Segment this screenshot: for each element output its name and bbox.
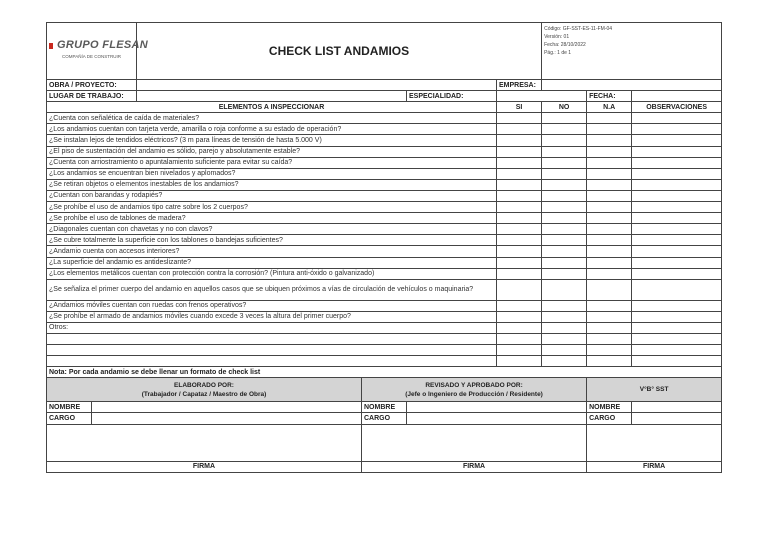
question-row xyxy=(47,268,722,279)
si-cell[interactable] xyxy=(497,345,542,356)
vb-sst-header: V°B° SST xyxy=(587,378,722,402)
obs-cell[interactable] xyxy=(632,300,722,311)
signature-area-2[interactable] xyxy=(362,424,587,461)
question-text: ¿Diagonales cuentan con chavetas y no con clavos? xyxy=(47,224,497,235)
question-text: ¿La superficie del andamio es antideslizante? xyxy=(47,257,497,268)
na-cell[interactable] xyxy=(587,333,632,344)
question-row xyxy=(47,168,722,179)
no-cell[interactable] xyxy=(542,322,587,333)
si-cell[interactable] xyxy=(497,356,542,367)
elaborado-title: ELABORADO POR: xyxy=(174,381,234,389)
obs-cell[interactable] xyxy=(632,333,722,344)
blank-row[interactable] xyxy=(47,356,497,367)
obs-cell[interactable] xyxy=(632,224,722,235)
si-cell[interactable] xyxy=(497,168,542,179)
obs-cell[interactable] xyxy=(632,168,722,179)
obra-field[interactable] xyxy=(137,80,497,91)
obs-cell[interactable] xyxy=(632,356,722,367)
elaborado-subtitle: (Trabajador / Capataz / Maestro de Obra) xyxy=(141,390,267,398)
na-cell[interactable] xyxy=(587,268,632,279)
nombre-field-2[interactable] xyxy=(407,402,587,413)
question-text: ¿Cuentan con barandas y rodapiés? xyxy=(47,190,497,201)
firma-label-2: FIRMA xyxy=(362,461,587,472)
no-cell[interactable] xyxy=(542,157,587,168)
revisado-title: REVISADO Y APROBADO POR: xyxy=(425,381,523,389)
obs-cell[interactable] xyxy=(632,179,722,190)
obra-label: OBRA / PROYECTO: xyxy=(47,80,137,91)
question-row xyxy=(47,179,722,190)
obs-cell[interactable] xyxy=(632,279,722,300)
no-cell[interactable] xyxy=(542,257,587,268)
question-list xyxy=(47,113,722,334)
na-cell[interactable] xyxy=(587,168,632,179)
question-text: ¿Se señaliza el primer cuerpo del andamio en aquellos casos que se ubiquen próximos a vías de circulación de vehículos o maquinaria? xyxy=(47,279,497,300)
question-row xyxy=(47,322,722,333)
na-cell[interactable] xyxy=(587,157,632,168)
no-cell[interactable] xyxy=(542,146,587,157)
no-cell[interactable] xyxy=(542,224,587,235)
na-cell[interactable] xyxy=(587,224,632,235)
elaborado-header xyxy=(47,378,362,402)
no-cell[interactable] xyxy=(542,356,587,367)
si-cell[interactable] xyxy=(497,202,542,213)
nombre-label-2: NOMBRE xyxy=(362,402,407,413)
checklist-form xyxy=(46,22,722,473)
no-cell[interactable] xyxy=(542,113,587,124)
firma-label-3: FIRMA xyxy=(587,461,722,472)
document-control-box xyxy=(542,23,722,80)
si-cell[interactable] xyxy=(497,246,542,257)
question-row xyxy=(47,113,722,124)
no-cell[interactable] xyxy=(542,268,587,279)
na-cell[interactable] xyxy=(587,356,632,367)
question-row xyxy=(47,311,722,322)
si-cell[interactable] xyxy=(497,235,542,246)
especialidad-label: ESPECIALIDAD: xyxy=(407,91,497,102)
no-cell[interactable] xyxy=(542,179,587,190)
si-cell[interactable] xyxy=(497,113,542,124)
question-row xyxy=(47,202,722,213)
lugar-field[interactable] xyxy=(137,91,407,102)
question-text: ¿Se retiran objetos o elementos inestables de los andamios? xyxy=(47,179,497,190)
no-cell[interactable] xyxy=(542,300,587,311)
cargo-label-3: CARGO xyxy=(587,413,632,424)
cargo-label-2: CARGO xyxy=(362,413,407,424)
nombre-field-1[interactable] xyxy=(92,402,362,413)
obs-cell[interactable] xyxy=(632,257,722,268)
no-cell[interactable] xyxy=(542,235,587,246)
na-cell[interactable] xyxy=(587,322,632,333)
question-text: ¿Se prohíbe el uso de tablones de madera? xyxy=(47,213,497,224)
firma-label-1: FIRMA xyxy=(47,461,362,472)
na-cell[interactable] xyxy=(587,311,632,322)
si-cell[interactable] xyxy=(497,190,542,201)
question-text: ¿El piso de sustentación del andamio es sólido, parejo y absolutamente estable? xyxy=(47,146,497,157)
no-cell[interactable] xyxy=(542,345,587,356)
empresa-label: EMPRESA: xyxy=(497,80,542,91)
nombre-label-3: NOMBRE xyxy=(587,402,632,413)
nombre-field-3[interactable] xyxy=(632,402,722,413)
no-cell[interactable] xyxy=(542,279,587,300)
si-cell[interactable] xyxy=(497,157,542,168)
question-row xyxy=(47,300,722,311)
na-cell[interactable] xyxy=(587,135,632,146)
doc-version: Versión: 01 xyxy=(544,34,570,40)
no-cell[interactable] xyxy=(542,202,587,213)
si-cell[interactable] xyxy=(497,213,542,224)
logo-brand: GRUPO FLESAN xyxy=(57,39,148,51)
no-cell[interactable] xyxy=(542,168,587,179)
lugar-label: LUGAR DE TRABAJO: xyxy=(47,91,137,102)
na-cell[interactable] xyxy=(587,113,632,124)
signature-area-1[interactable] xyxy=(47,424,362,461)
revisado-subtitle: (Jefe o Ingeniero de Producción / Residente) xyxy=(405,390,543,398)
si-cell[interactable] xyxy=(497,135,542,146)
question-row xyxy=(47,224,722,235)
especialidad-field[interactable] xyxy=(497,91,587,102)
logo-mark-icon xyxy=(49,43,53,49)
logo-tagline: COMPAÑÍA DE CONSTRUIR xyxy=(62,54,121,59)
si-cell[interactable] xyxy=(497,279,542,300)
question-row xyxy=(47,157,722,168)
cargo-label-1: CARGO xyxy=(47,413,92,424)
question-text: ¿Los andamios se encuentran bien nivelados y aplomados? xyxy=(47,168,497,179)
question-text: ¿Se prohíbe el uso de andamios tipo catre sobre los 2 cuerpos? xyxy=(47,202,497,213)
revisado-header xyxy=(362,378,587,402)
company-logo xyxy=(47,23,148,80)
doc-code: Código: GF-SST-ES-11-FM-04 xyxy=(544,26,613,32)
question-row xyxy=(47,279,722,300)
na-cell[interactable] xyxy=(587,300,632,311)
na-cell[interactable] xyxy=(587,179,632,190)
column-na: N.A xyxy=(587,102,632,113)
no-cell[interactable] xyxy=(542,246,587,257)
fecha-field[interactable] xyxy=(632,91,722,102)
si-cell[interactable] xyxy=(497,179,542,190)
question-text: ¿Los elementos metálicos cuentan con protección contra la corrosión? (Pintura anti-óxido o galvanizado) xyxy=(47,268,497,279)
question-row xyxy=(47,146,722,157)
question-text: ¿Se cubre totalmente la superficie con los tablones o bandejas suficientes? xyxy=(47,235,497,246)
obs-cell[interactable] xyxy=(632,213,722,224)
na-cell[interactable] xyxy=(587,202,632,213)
obs-cell[interactable] xyxy=(632,246,722,257)
na-cell[interactable] xyxy=(587,146,632,157)
na-cell[interactable] xyxy=(587,235,632,246)
column-elementos: ELEMENTOS A INSPECCIONAR xyxy=(47,102,497,113)
obs-cell[interactable] xyxy=(632,124,722,135)
form-note: Nota: Por cada andamio se debe llenar un formato de check list xyxy=(47,367,722,378)
na-cell[interactable] xyxy=(587,190,632,201)
doc-page: Pág.: 1 de 1 xyxy=(544,50,572,56)
blank-row[interactable] xyxy=(47,345,497,356)
column-no: NO xyxy=(542,102,587,113)
si-cell[interactable] xyxy=(497,300,542,311)
si-cell[interactable] xyxy=(497,322,542,333)
no-cell[interactable] xyxy=(542,190,587,201)
si-cell[interactable] xyxy=(497,257,542,268)
question-text: ¿Se prohíbe el armado de andamios móviles cuando excede 3 veces la altura del primer cuerpo? xyxy=(47,311,497,322)
si-cell[interactable] xyxy=(497,124,542,135)
question-row xyxy=(47,257,722,268)
question-row xyxy=(47,135,722,146)
question-row xyxy=(47,124,722,135)
na-cell[interactable] xyxy=(587,279,632,300)
obs-cell[interactable] xyxy=(632,113,722,124)
na-cell[interactable] xyxy=(587,124,632,135)
na-cell[interactable] xyxy=(587,246,632,257)
si-cell[interactable] xyxy=(497,224,542,235)
obs-cell[interactable] xyxy=(632,190,722,201)
empresa-field[interactable] xyxy=(542,80,722,91)
no-cell[interactable] xyxy=(542,333,587,344)
form-title: CHECK LIST ANDAMIOS xyxy=(137,23,542,80)
question-text: ¿Cuenta con señalética de caída de materiales? xyxy=(47,113,497,124)
obs-cell[interactable] xyxy=(632,202,722,213)
nombre-label-1: NOMBRE xyxy=(47,402,92,413)
cargo-field-1[interactable] xyxy=(92,413,362,424)
si-cell[interactable] xyxy=(497,311,542,322)
column-si: SI xyxy=(497,102,542,113)
doc-date: Fecha: 28/10/2022 xyxy=(544,42,586,48)
question-text: Otros: xyxy=(47,322,497,333)
obs-cell[interactable] xyxy=(632,235,722,246)
question-text: ¿Los andamios cuentan con tarjeta verde, amarilla o roja conforme a su estado de operación? xyxy=(47,124,497,135)
fecha-label: FECHA: xyxy=(587,91,632,102)
si-cell[interactable] xyxy=(497,146,542,157)
question-text: ¿Se instalan lejos de tendidos eléctricos? (3 m para líneas de tensión de hasta 5.000 V) xyxy=(47,135,497,146)
obs-cell[interactable] xyxy=(632,311,722,322)
na-cell[interactable] xyxy=(587,345,632,356)
signature-area-3[interactable] xyxy=(587,424,722,461)
no-cell[interactable] xyxy=(542,311,587,322)
si-cell[interactable] xyxy=(497,333,542,344)
no-cell[interactable] xyxy=(542,124,587,135)
obs-cell[interactable] xyxy=(632,345,722,356)
cargo-field-3[interactable] xyxy=(632,413,722,424)
blank-row[interactable] xyxy=(47,333,497,344)
question-row xyxy=(47,235,722,246)
na-cell[interactable] xyxy=(587,213,632,224)
obs-cell[interactable] xyxy=(632,135,722,146)
question-row xyxy=(47,213,722,224)
column-observaciones: OBSERVACIONES xyxy=(632,102,722,113)
question-text: ¿Andamios móviles cuentan con ruedas con frenos operativos? xyxy=(47,300,497,311)
cargo-field-2[interactable] xyxy=(407,413,587,424)
no-cell[interactable] xyxy=(542,213,587,224)
question-text: ¿Andamio cuenta con accesos interiores? xyxy=(47,246,497,257)
na-cell[interactable] xyxy=(587,257,632,268)
question-text: ¿Cuenta con arriostramiento o apuntalamiento suficiente para evitar su caída? xyxy=(47,157,497,168)
obs-cell[interactable] xyxy=(632,322,722,333)
obs-cell[interactable] xyxy=(632,268,722,279)
no-cell[interactable] xyxy=(542,135,587,146)
question-row xyxy=(47,190,722,201)
question-row xyxy=(47,246,722,257)
obs-cell[interactable] xyxy=(632,157,722,168)
obs-cell[interactable] xyxy=(632,146,722,157)
si-cell[interactable] xyxy=(497,268,542,279)
